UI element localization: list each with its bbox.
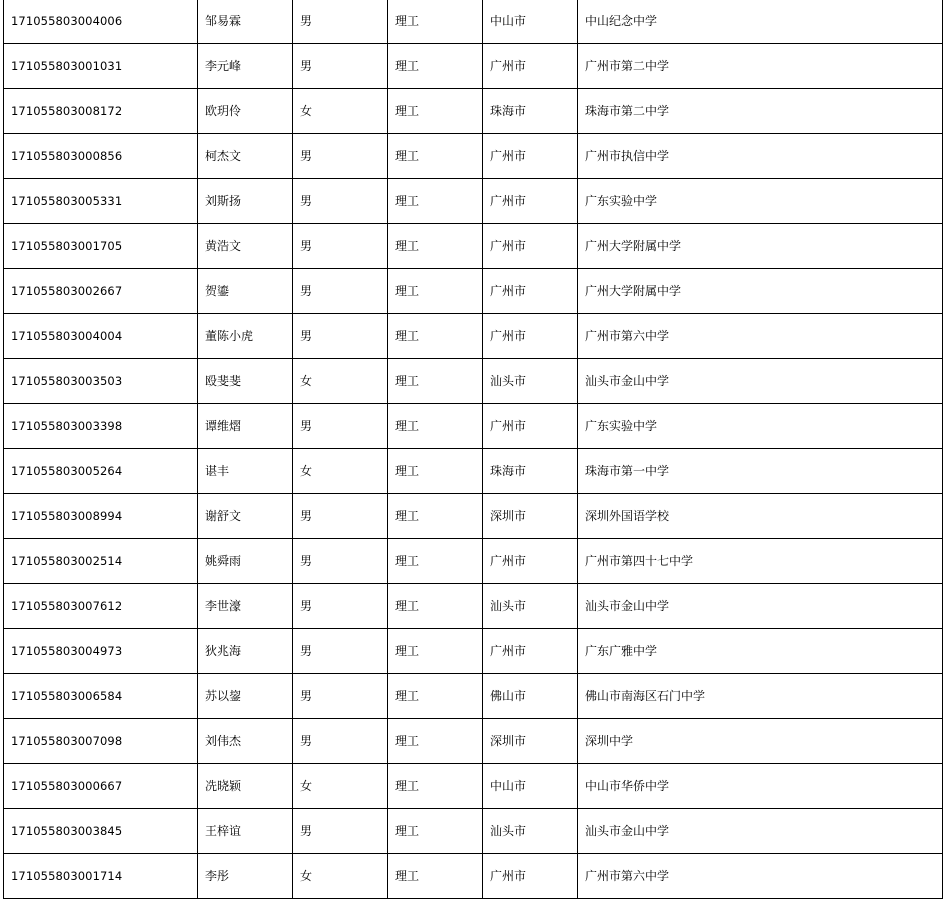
category-cell: 理工	[388, 134, 483, 179]
table-row	[4, 224, 943, 269]
city-cell: 广州市	[483, 629, 578, 674]
school-cell: 广州市执信中学	[578, 134, 943, 179]
candidate-id-cell: 171055803007098	[4, 719, 198, 764]
table-row	[4, 179, 943, 224]
category-cell: 理工	[388, 584, 483, 629]
school-cell: 汕头市金山中学	[578, 359, 943, 404]
table-row	[4, 764, 943, 809]
table-body	[4, 0, 943, 899]
candidate-id-cell: 171055803006584	[4, 674, 198, 719]
city-cell: 中山市	[483, 764, 578, 809]
candidate-id-cell: 171055803000667	[4, 764, 198, 809]
gender-cell: 女	[293, 764, 388, 809]
gender-cell: 男	[293, 0, 388, 44]
gender-cell: 女	[293, 449, 388, 494]
school-cell: 汕头市金山中学	[578, 584, 943, 629]
student-name-cell: 李元峰	[198, 44, 293, 89]
city-cell: 佛山市	[483, 674, 578, 719]
school-cell: 汕头市金山中学	[578, 809, 943, 854]
candidate-id-cell: 171055803004004	[4, 314, 198, 359]
candidate-id-cell: 171055803003398	[4, 404, 198, 449]
school-cell: 珠海市第一中学	[578, 449, 943, 494]
category-cell: 理工	[388, 0, 483, 44]
candidate-id-cell: 171055803008172	[4, 89, 198, 134]
city-cell: 深圳市	[483, 494, 578, 539]
candidate-id-cell: 171055803001031	[4, 44, 198, 89]
category-cell: 理工	[388, 179, 483, 224]
table-row	[4, 89, 943, 134]
student-name-cell: 柯杰文	[198, 134, 293, 179]
city-cell: 珠海市	[483, 89, 578, 134]
category-cell: 理工	[388, 314, 483, 359]
student-name-cell: 苏以鋆	[198, 674, 293, 719]
category-cell: 理工	[388, 854, 483, 899]
table-row	[4, 134, 943, 179]
category-cell: 理工	[388, 629, 483, 674]
candidate-id-cell: 171055803001705	[4, 224, 198, 269]
gender-cell: 女	[293, 359, 388, 404]
city-cell: 广州市	[483, 314, 578, 359]
city-cell: 珠海市	[483, 449, 578, 494]
gender-cell: 男	[293, 719, 388, 764]
table-row	[4, 314, 943, 359]
student-name-cell: 王梓谊	[198, 809, 293, 854]
gender-cell: 女	[293, 89, 388, 134]
school-cell: 中山市华侨中学	[578, 764, 943, 809]
school-cell: 广州市第四十七中学	[578, 539, 943, 584]
category-cell: 理工	[388, 449, 483, 494]
city-cell: 中山市	[483, 0, 578, 44]
city-cell: 广州市	[483, 404, 578, 449]
school-cell: 广州大学附属中学	[578, 269, 943, 314]
school-cell: 广州市第二中学	[578, 44, 943, 89]
candidate-id-cell: 171055803004973	[4, 629, 198, 674]
school-cell: 广东广雅中学	[578, 629, 943, 674]
gender-cell: 男	[293, 674, 388, 719]
candidate-id-cell: 171055803000856	[4, 134, 198, 179]
category-cell: 理工	[388, 809, 483, 854]
student-name-cell: 谢舒文	[198, 494, 293, 539]
city-cell: 广州市	[483, 44, 578, 89]
table-row	[4, 44, 943, 89]
table-row	[4, 809, 943, 854]
candidate-id-cell: 171055803003845	[4, 809, 198, 854]
gender-cell: 女	[293, 854, 388, 899]
category-cell: 理工	[388, 269, 483, 314]
city-cell: 广州市	[483, 179, 578, 224]
table-row	[4, 584, 943, 629]
student-name-cell: 邹易霖	[198, 0, 293, 44]
category-cell: 理工	[388, 44, 483, 89]
category-cell: 理工	[388, 494, 483, 539]
city-cell: 广州市	[483, 269, 578, 314]
student-name-cell: 李彤	[198, 854, 293, 899]
school-cell: 广州市第六中学	[578, 854, 943, 899]
candidate-id-cell: 171055803008994	[4, 494, 198, 539]
student-name-cell: 李世濠	[198, 584, 293, 629]
city-cell: 广州市	[483, 854, 578, 899]
student-name-cell: 谭维熠	[198, 404, 293, 449]
gender-cell: 男	[293, 584, 388, 629]
candidate-id-cell: 171055803007612	[4, 584, 198, 629]
admission-list-table-container	[3, 0, 942, 899]
student-name-cell: 冼晓颖	[198, 764, 293, 809]
student-name-cell: 欧玥伶	[198, 89, 293, 134]
candidate-id-cell: 171055803005264	[4, 449, 198, 494]
school-cell: 深圳中学	[578, 719, 943, 764]
city-cell: 深圳市	[483, 719, 578, 764]
school-cell: 佛山市南海区石门中学	[578, 674, 943, 719]
city-cell: 广州市	[483, 134, 578, 179]
student-name-cell: 殴斐斐	[198, 359, 293, 404]
student-name-cell: 狄兆海	[198, 629, 293, 674]
school-cell: 深圳外国语学校	[578, 494, 943, 539]
gender-cell: 男	[293, 179, 388, 224]
gender-cell: 男	[293, 44, 388, 89]
category-cell: 理工	[388, 764, 483, 809]
student-name-cell: 谌丰	[198, 449, 293, 494]
school-cell: 珠海市第二中学	[578, 89, 943, 134]
gender-cell: 男	[293, 539, 388, 584]
gender-cell: 男	[293, 134, 388, 179]
table-row	[4, 0, 943, 44]
gender-cell: 男	[293, 314, 388, 359]
candidate-id-cell: 171055803002667	[4, 269, 198, 314]
candidate-id-cell: 171055803005331	[4, 179, 198, 224]
table-row	[4, 854, 943, 899]
gender-cell: 男	[293, 494, 388, 539]
candidate-id-cell: 171055803004006	[4, 0, 198, 44]
table-row	[4, 539, 943, 584]
table-row	[4, 404, 943, 449]
city-cell: 汕头市	[483, 359, 578, 404]
gender-cell: 男	[293, 269, 388, 314]
table-row	[4, 719, 943, 764]
student-name-cell: 姚舜雨	[198, 539, 293, 584]
city-cell: 汕头市	[483, 584, 578, 629]
table-row	[4, 494, 943, 539]
gender-cell: 男	[293, 404, 388, 449]
student-name-cell: 黄浩文	[198, 224, 293, 269]
category-cell: 理工	[388, 89, 483, 134]
table-row	[4, 629, 943, 674]
category-cell: 理工	[388, 224, 483, 269]
school-cell: 广州市第六中学	[578, 314, 943, 359]
city-cell: 广州市	[483, 539, 578, 584]
student-name-cell: 刘伟杰	[198, 719, 293, 764]
table-row	[4, 674, 943, 719]
candidate-id-cell: 171055803002514	[4, 539, 198, 584]
student-name-cell: 董陈小虎	[198, 314, 293, 359]
student-name-cell: 刘斯扬	[198, 179, 293, 224]
candidate-id-cell: 171055803001714	[4, 854, 198, 899]
category-cell: 理工	[388, 359, 483, 404]
school-cell: 广东实验中学	[578, 179, 943, 224]
gender-cell: 男	[293, 224, 388, 269]
gender-cell: 男	[293, 809, 388, 854]
school-cell: 广东实验中学	[578, 404, 943, 449]
category-cell: 理工	[388, 404, 483, 449]
admission-list-table	[3, 0, 943, 899]
city-cell: 广州市	[483, 224, 578, 269]
school-cell: 广州大学附属中学	[578, 224, 943, 269]
city-cell: 汕头市	[483, 809, 578, 854]
table-row	[4, 359, 943, 404]
school-cell: 中山纪念中学	[578, 0, 943, 44]
gender-cell: 男	[293, 629, 388, 674]
category-cell: 理工	[388, 674, 483, 719]
category-cell: 理工	[388, 539, 483, 584]
table-row	[4, 269, 943, 314]
student-name-cell: 贺鎏	[198, 269, 293, 314]
table-row	[4, 449, 943, 494]
category-cell: 理工	[388, 719, 483, 764]
candidate-id-cell: 171055803003503	[4, 359, 198, 404]
